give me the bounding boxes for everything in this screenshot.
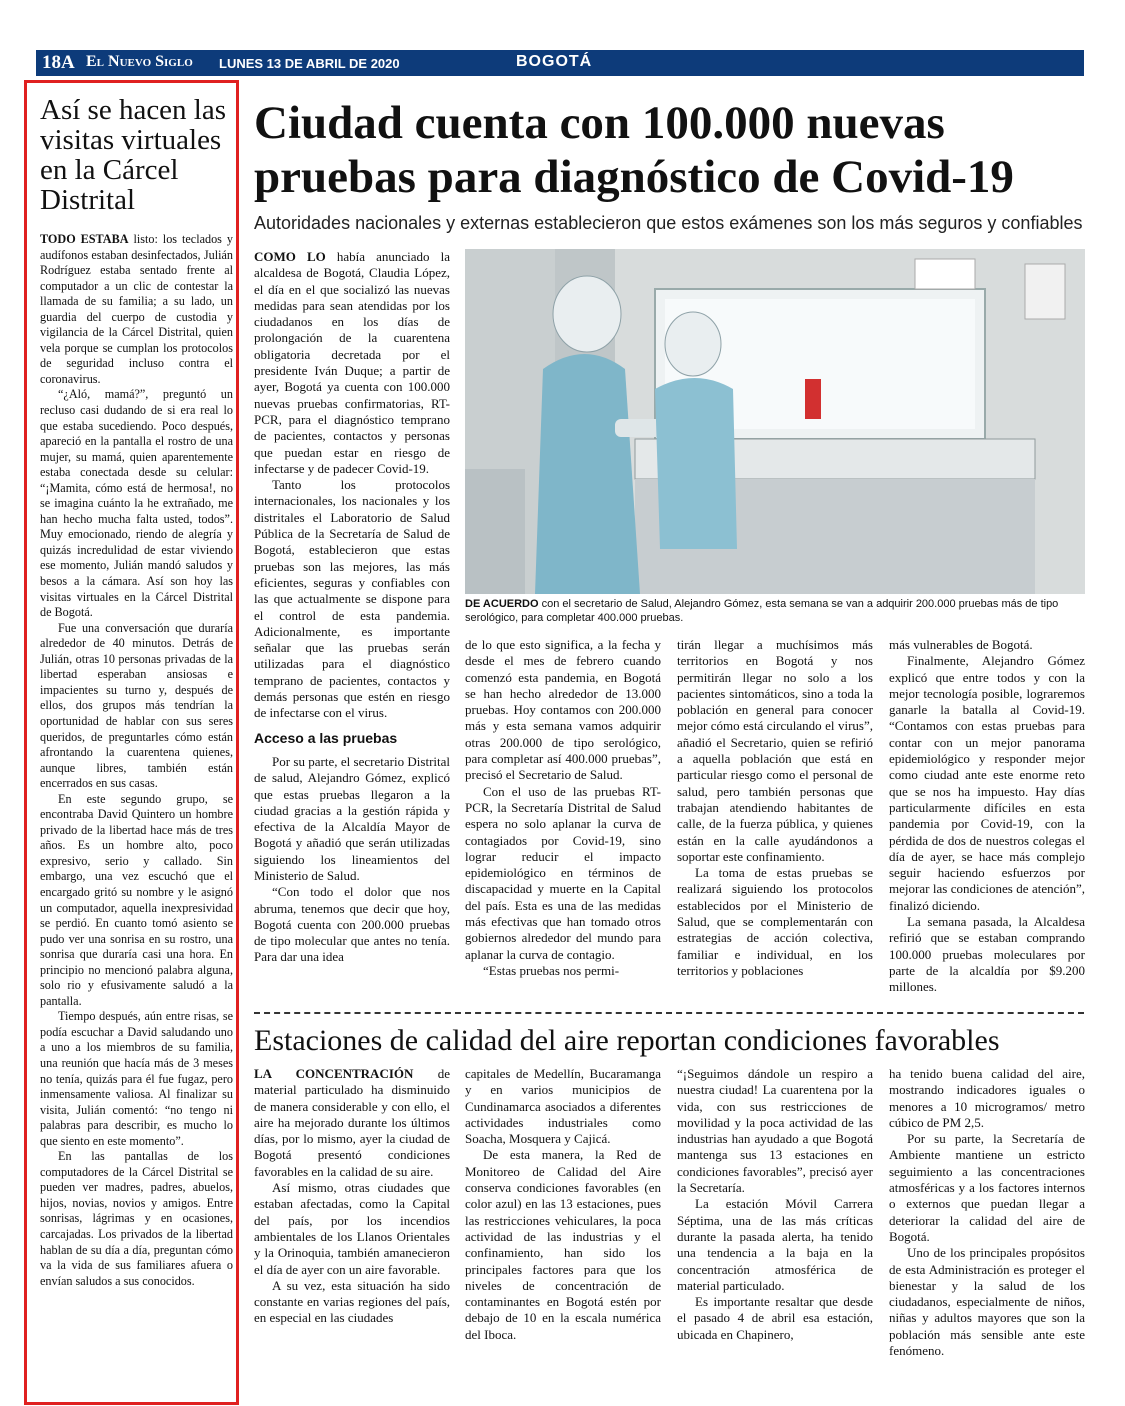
paragraph-text: Uno de los principales propósitos de esta Administración es proteger el bienestar y la salud de los ciudadanos, especialmente de niños, niñas y adultos mayores que son la población más sensible ante este fenómeno. [889, 1245, 1085, 1359]
air-quality-headline: Estaciones de calidad del aire reportan condiciones favorables [254, 1024, 1000, 1057]
lab-photo-illustration [465, 249, 1085, 594]
paragraph-text: Finalmente, Alejandro Gómez explicó que entre todos y con la mejor tecnología posible, lograremos ganarle la batalla al Covid-19. “Contamos con estas pruebas para contar con un mejor panorama epidemiológico y responder mejor como ciudad ante este enorme reto que se nos ha impuesto. Hay días particularmente difíciles en esta pandemia por Covid-19, con la pérdida de dos de nuestros colegas el día de ayer, se hace más complejo seguir haciendo esfuerzos por mejorar las condiciones de atención”, finalizó diciendo. [889, 653, 1085, 913]
paragraph-text: Así mismo, otras ciudades que estaban afectadas, como la Capital del país, por los incendios ambientales de los Llanos Orientales y la Orinoquia, también amanecieron el día de ayer con un aire favorable. [254, 1180, 450, 1277]
article-paragraph [465, 1066, 661, 1147]
article-paragraph [889, 1245, 1085, 1359]
main-subheadline: Autoridades nacionales y externas establecieron que estos exámenes son los más seguros y confiables [254, 213, 1083, 233]
caption-text: con el secretario de Salud, Alejandro Gómez, esta semana se van a adquirir 200.000 pruebas más de tipo serológico, para completar 400.000 pruebas. [465, 598, 1059, 624]
article-paragraph [465, 1147, 661, 1343]
page-header-bar [36, 50, 1084, 76]
paragraph-text: En este segundo grupo, se encontraba David Quintero un hombre privado de la libertad hace más de tres años. Es un hombre alto, poco expresivo, serio y callado. Sin embargo, una vez escuchó que el encargado gritó su nombre y le asignó un computador, aquella inexpresividad se perdió. En cuanto tomó asiento se pudo ver una sonrisa en su rostro, una sonrisa que duraría casi una hora. En principio no mencionó palabra alguna, solo rio y efusivamente saludó a la pantalla. [40, 791, 233, 1008]
paragraph-text: Tiempo después, aún entre risas, se podía escuchar a David saludando uno a uno a los miembros de su familia, una reunión que hacía más de 3 meses no tenía, quizás para él fue fugaz, pero inmensamente valiosa. Al finalizar su visita, Julián comentó: “no tengo ni palabras para describir, es mucho lo que siento en este momento”. [40, 1009, 233, 1148]
article-paragraph [40, 387, 233, 620]
article-paragraph [254, 477, 450, 721]
paragraph-text: “Con todo el dolor que nos abruma, tenemos que decir que hoy, Bogotá cuenta con 200.000 pruebas de tipo molecular que antes no tenía. Para dar una idea [254, 884, 450, 965]
article-paragraph [254, 249, 450, 477]
article-paragraph [40, 792, 233, 1010]
paragraph-text: A su vez, esta situación ha sido constante en varias regiones del país, en especial en las ciudades [254, 1277, 450, 1326]
paragraph-lead-words: COMO LO [254, 249, 326, 264]
paragraph-text: de material particulado ha disminuido de manera considerable y con ello, el aire ha mejorado durante los últimos días, por lo mismo, ayer la ciudad de Bogotá presentó condiciones favorables en la calidad de su aire. [254, 1066, 450, 1179]
article-paragraph [254, 754, 450, 884]
sidebar-headline: Así se hacen las visitas virtuales en la Cárcel Distrital [40, 94, 227, 216]
issue-date: LUNES 13 DE ABRIL DE 2020 [219, 56, 400, 71]
section-name: BOGOTÁ [516, 53, 593, 70]
article-paragraph [677, 1294, 873, 1343]
article-paragraph [465, 963, 661, 979]
article-paragraph [40, 232, 233, 387]
paragraph-text: La toma de estas pruebas se realizará siguiendo los protocolos establecidos por el Ministerio de Salud, que se complementarán con estrategias de acción colectiva, familiar e individual, en los territorios y poblaciones [677, 865, 873, 978]
air-article-column-3 [677, 1066, 873, 1343]
paragraph-text: La semana pasada, la Alcaldesa refirió que se estaban comprando 100.000 pruebas moleculares por parte de la alcaldía por $9.200 millones. [889, 914, 1085, 995]
paragraph-text: Es importante resaltar que desde el pasado 4 de abril esa estación, ubicada en Chapinero, [677, 1294, 873, 1342]
article-paragraph [677, 1066, 873, 1196]
paragraph-text: “¡Seguimos dándole un respiro a nuestra ciudad! La cuarentena por la vida, con sus restricciones de movilidad y la poca actividad de las industrias han ayudado a que Bogotá mantenga sus 13 estaciones en condiciones favorables”, precisó ayer la Secretaría. [677, 1066, 873, 1196]
main-article-column-3 [677, 637, 873, 979]
newspaper-name: El Nuevo Siglo [86, 53, 193, 70]
paragraph-lead-words: TODO ESTABA [40, 232, 129, 246]
article-paragraph [40, 621, 233, 792]
article-paragraph [677, 1196, 873, 1294]
section-divider [254, 1012, 1084, 1014]
article-paragraph [254, 1066, 450, 1180]
main-article-column-1 [254, 249, 450, 966]
article-paragraph [40, 1009, 233, 1149]
paragraph-text: tirán llegar a muchísimos más territorios en Bogotá y nos permitirán llegar no solo a los pacientes sintomáticos, sino a toda la población en general para conocer mejor cómo está circulando el virus”, añadió el Secretario, quien se refirió a aquella población que está en particular riesgo como el personal de salud, pero también personas que trabajan atendiendo habitantes de calle, de la fuerza pública, y quienes están en la calle ayudándonos a soportar este confinamiento. [677, 637, 873, 864]
paragraph-text: La estación Móvil Carrera Séptima, una de las más críticas durante la pasada alerta, ha tenido una tendencia a la baja en la concentración atmosférica de material particulado. [677, 1196, 873, 1293]
paragraph-lead-words: LA CONCENTRACIÓN [254, 1066, 414, 1081]
article-subhead: Acceso a las pruebas [254, 729, 398, 746]
main-article-column-2 [465, 637, 661, 979]
paragraph-text: Tanto los protocolos internacionales, los nacionales y los distritales el Laboratorio de Salud Pública de la Secretaría de Salud de Bogotá, establecieron que estas pruebas son las mejores, las más eficientes, seguras y confiables con las que actualmente se dispone para el control de esta pandemia. Adicionalmente, es importante señalar que las pruebas serán utilizadas para el diagnóstico temprano de pacientes, contactos y demás personas que estén en riesgo de infectarse con el virus. [254, 477, 450, 721]
paragraph-text: De esta manera, la Red de Monitoreo de Calidad del Aire conserva condiciones favorables (en color azul) en las 13 estaciones, pues las restricciones vehiculares, la poca actividad de las industrias y el confinamiento, han sido los principales factores para que los niveles de concentración de contaminantes en Bogotá estén por debajo de 10 en la escala numérica del Iboca. [465, 1147, 661, 1342]
article-paragraph [465, 784, 661, 963]
page-number: 18A [42, 52, 75, 73]
paragraph-text: “Estas pruebas nos permi- [483, 962, 620, 978]
paragraph-text: En las pantallas de los computadores de la Cárcel Distrital se pueden ver madres, padres, abuelos, hijos, novias, novios y amigos. Entre sonrisas, lágrimas y en ocasiones, carcajadas. Los privados de la libertad hablan de su día a día, preguntan cómo va la vida de sus familiares afuera o envían saludos a sus conocidos. [40, 1149, 233, 1288]
article-paragraph [677, 637, 873, 865]
air-article-column-1 [254, 1066, 450, 1327]
article-paragraph [889, 914, 1085, 995]
paragraph-text: Con el uso de las pruebas RT-PCR, la Secretaría Distrital de Salud espera no solo aplanar la curva de contagiados por Covid-19, sino lograr reducir el impacto epidemiológico en términos de discapacidad y muerte en la Capital del país. Esta es una de las medidas más efectivas que han tomado otros gobiernos alrededor del mundo para aplanar la curva de contagio. [465, 783, 661, 962]
article-paragraph [889, 1066, 1085, 1131]
sidebar-article-body [40, 232, 233, 1289]
paragraph-text: de lo que esto significa, a la fecha y desde el mes de febrero cuando comenzó esta pandemia, en Bogotá se han hecho alrededor de 13.000 pruebas. Hoy contamos con 200.000 más y esta semana vamos adquirir otras 200.000 de tipo serológico, para completar así 400.000 pruebas”, precisó el Secretario de Salud. [465, 637, 661, 783]
paragraph-text: listo: los teclados y audífonos estaban desinfectados, Julián Rodríguez estaba sentado frente al computador a un clic de contestar la llamada de su familia; a su lado, un guardia del cuerpo de custodia y vigilancia de la Cárcel Distrital, quien vela porque se cumplan los protocolos de seguridad incluso contra el coronavirus. [40, 232, 233, 386]
lab-technicians-photo [465, 249, 1085, 594]
article-paragraph [677, 865, 873, 979]
article-paragraph [889, 1131, 1085, 1245]
paragraph-text: Por su parte, el secretario Distrital de salud, Alejandro Gómez, explicó que estas pruebas llegaron a la ciudad gracias a la gestión rápida y efectiva de la Alcaldía Mayor de Bogotá y añadió que serán utilizadas siguiendo los lineamientos del Ministerio de Salud. [254, 753, 450, 883]
main-headline: Ciudad cuenta con 100.000 nuevas pruebas para diagnóstico de Covid-19 [254, 97, 1014, 203]
paragraph-text: “¿Aló, mamá?”, preguntó un recluso casi dudando de si era real lo que estaba sucediendo. Poco después, apareció en la pantalla el rostro de una mujer, su mamá, quien aparentemente estaba conectada desde su celular: “¡Mamita, cómo está de hermosa!, no se imagina cuánto la he extrañado, me han hecho mucha falta usted, todos”. Muy emocionado, riendo de alegría y quizás incredulidad de estar viviendo ese momento, Julián mandó saludos y besos a la cámara. Así son hoy las visitas virtuales en la Cárcel Distrital de Bogotá. [40, 387, 233, 620]
paragraph-text: Por su parte, la Secretaría de Ambiente mantiene un estricto seguimiento a las concentraciones atmosféricas y a los factores internos o externos que puedan llegar a deteriorar la calidad del aire de Bogotá. [889, 1131, 1085, 1244]
paragraph-text: Fue una conversación que duraría alrededor de 40 minutos. Detrás de Julián, otras 10 personas privadas de la libertad esperaban ansiosas e impacientes su turno y, después de ellos, dos grupos más tendrían la oportunidad de hablar con sus seres queridos, de preguntarles cómo están afrontando la cuarentena quienes, aunque libres, también están encerrados en sus casas. [40, 620, 233, 791]
paragraph-text: había anunciado la alcaldesa de Bogotá, Claudia López, el día en el que socializó las nuevas medidas para sean atendidas por los ciudadanos en los días de prolongación de la cuarentena obligatoria decretada por el presidente Iván Duque; a partir de ayer, Bogotá ya cuenta con 100.000 nuevas pruebas confirmatorias, RT- PCR, para el diagnóstico temprano de pacientes, contactos y personas que puedan estar en riesgo de infectarse y de padecer Covid-19. [254, 249, 450, 476]
article-paragraph [254, 1180, 450, 1278]
photo-caption [465, 597, 1085, 625]
air-article-column-2 [465, 1066, 661, 1343]
air-article-column-4 [889, 1066, 1085, 1359]
article-paragraph [889, 637, 1085, 653]
paragraph-text: más vulnerables de Bogotá. [889, 637, 1033, 652]
article-paragraph [254, 884, 450, 965]
article-paragraph [465, 637, 661, 784]
paragraph-text: capitales de Medellín, Bucaramanga y en varios municipios de Cundinamarca asociados a diferentes actividades industriales como Soacha, Mosquera y Cajicá. [465, 1066, 661, 1147]
article-paragraph [889, 653, 1085, 914]
paragraph-text: ha tenido buena calidad del aire, mostrando indicadores iguales o menores a 10 microgramos/ metro cúbico de PM 2,5. [889, 1066, 1085, 1130]
article-paragraph [40, 1149, 233, 1289]
caption-lead: DE ACUERDO [465, 598, 539, 610]
main-article-column-4 [889, 637, 1085, 996]
article-paragraph [254, 1278, 450, 1327]
